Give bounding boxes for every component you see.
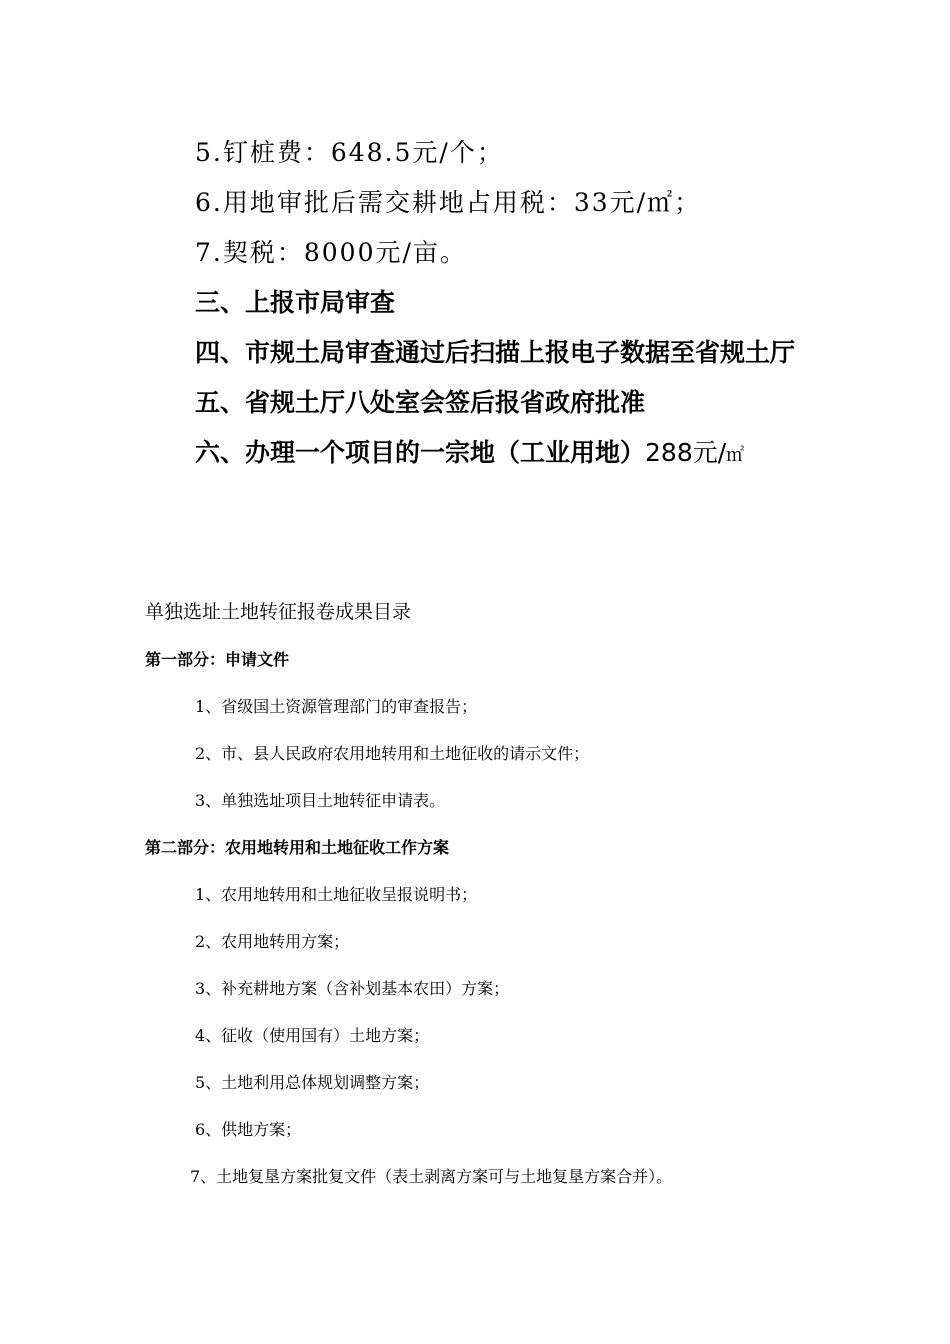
part-2-item-7: 7、土地复垦方案批复文件（表土剥离方案可与土地复垦方案合并）。: [190, 1167, 673, 1186]
step-3: 三、上报市局审查: [195, 288, 396, 317]
part-2-heading: 第二部分：农用地转用和土地征收工作方案: [145, 838, 450, 857]
fee-line-5: 5.钉桩费：648.5元/个；: [195, 138, 504, 167]
part-2-item-6: 6、供地方案；: [195, 1120, 302, 1139]
part-1-heading: 第一部分：申请文件: [145, 650, 290, 669]
part-1-item-2: 2、市、县人民政府农用地转用和土地征收的请示文件；: [195, 744, 590, 763]
fee-line-7: 7.契税：8000元/亩。: [195, 238, 467, 267]
step-6: [195, 433, 744, 469]
part-2-item-4: 4、征收（使用国有）土地方案；: [195, 1026, 430, 1045]
part-1-item-1: 1、省级国土资源管理部门的审查报告；: [195, 697, 478, 716]
catalog-title: 单独选址土地转征报卷成果目录: [145, 601, 412, 623]
part-2-item-5: 5、土地利用总体规划调整方案；: [195, 1073, 430, 1092]
part-1-item-3: 3、单独选址项目土地转征申请表。: [195, 791, 446, 810]
step-6-price: 288元/: [645, 438, 727, 467]
part-2-item-2: 2、农用地转用方案；: [195, 932, 350, 951]
step-5: 五、省规土厅八处室会签后报省政府批准: [195, 388, 646, 417]
part-2-item-1: 1、农用地转用和土地征收呈报说明书；: [195, 885, 478, 904]
step-6-text: 六、办理一个项目的一宗地（工业用地）: [195, 438, 646, 467]
step-4: 四、市规土局审查通过后扫描上报电子数据至省规土厅: [195, 338, 796, 367]
part-2-item-3: 3、补充耕地方案（含补划基本农田）方案；: [195, 979, 510, 998]
step-6-unit: ㎡: [726, 445, 745, 466]
fee-line-6: 6.用地审批后需交耕地占用税：33元/㎡；: [195, 188, 702, 217]
